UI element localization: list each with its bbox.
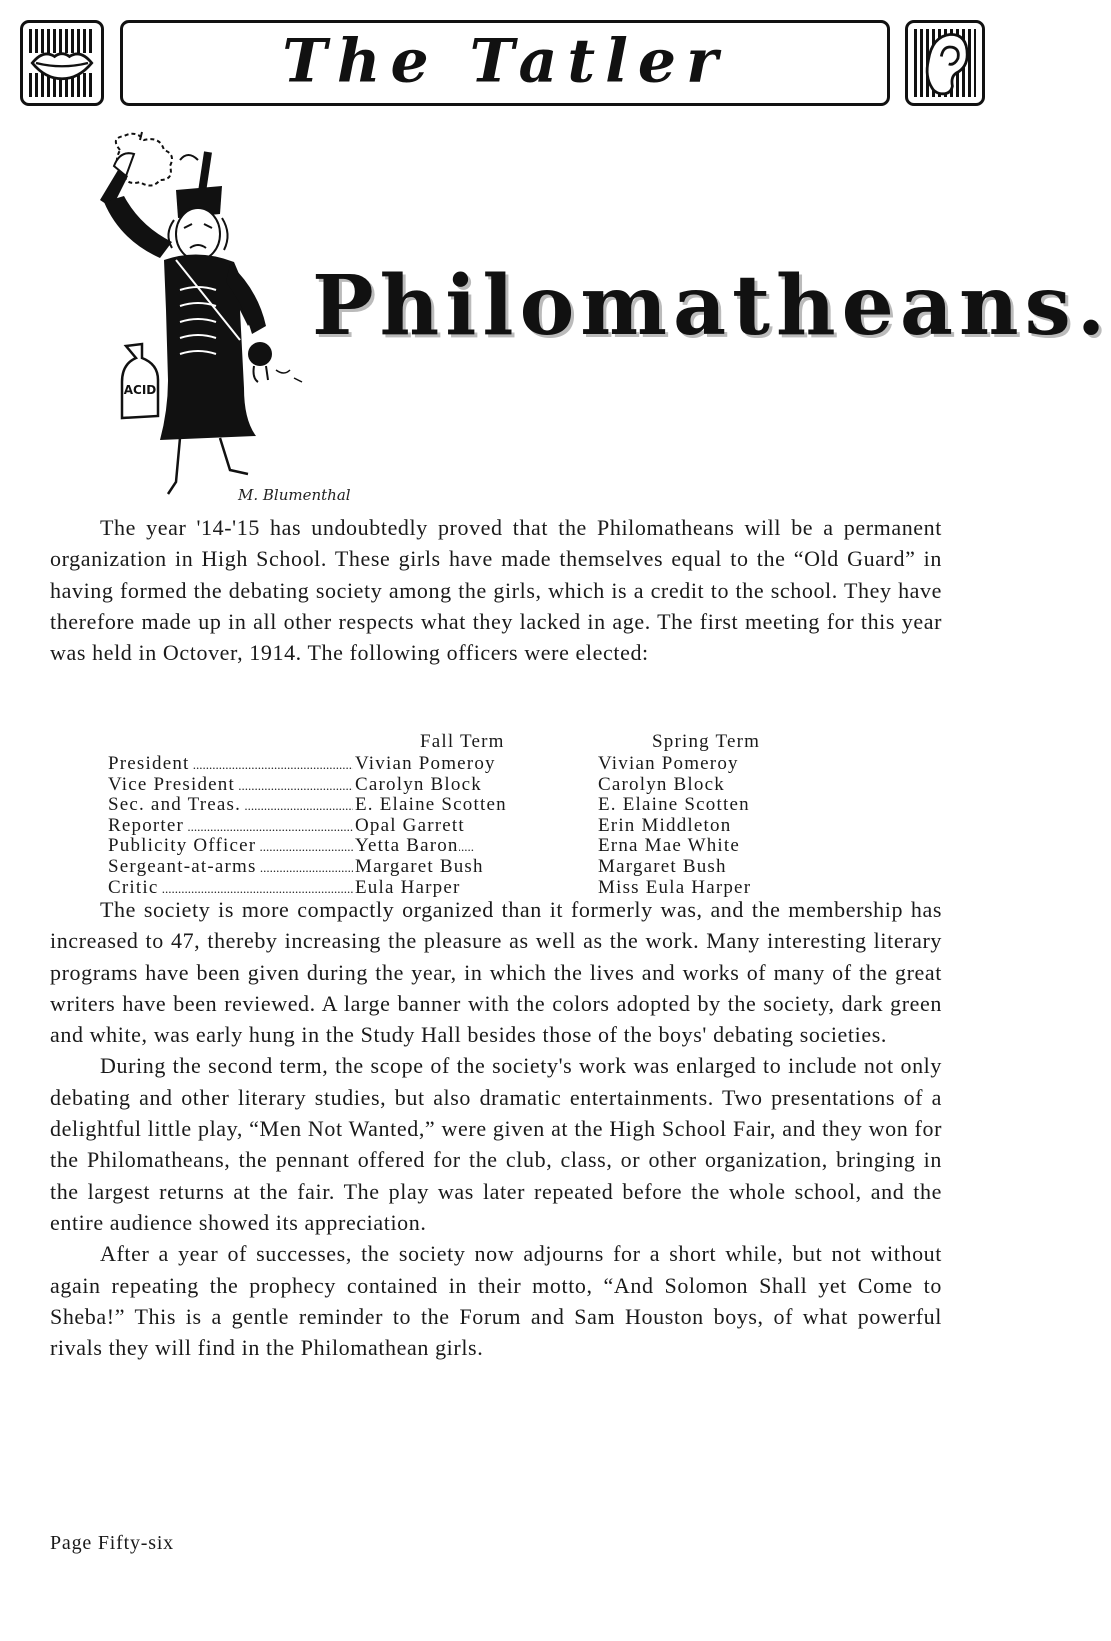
paragraph: During the second term, the scope of the society's work was enlarged to include not only debating and other literary studies, but also dramatic entertainments. Two presentations of a delightful little play, “Men Not Wanted,” were given at the High School Fair, and they won for the Philomatheans, the pennant offered for the club, class, or other organization, bringing in the largest returns at the fair. The play was later repeated before the whole school, and the entire audience showed its appreciation. bbox=[50, 1053, 942, 1235]
section-heading: Philomatheans. bbox=[312, 258, 1111, 354]
masthead-banner bbox=[120, 20, 890, 106]
fall-officer: Eula Harper bbox=[355, 876, 461, 898]
fall-term-header: Fall Term bbox=[420, 731, 505, 752]
fall-officer: E. Elaine Scotten bbox=[355, 794, 507, 816]
masthead-title: The Tatler bbox=[282, 26, 728, 97]
officer-row bbox=[108, 754, 808, 775]
fall-officer: Margaret Bush bbox=[355, 855, 484, 877]
officer-role: Vice President ..... bbox=[108, 775, 353, 797]
spring-officer: Miss Eula Harper bbox=[598, 876, 752, 898]
officer-role: Reporter ..... bbox=[108, 816, 353, 838]
page-number: Page Fifty-six bbox=[50, 1532, 174, 1554]
spring-term-header: Spring Term bbox=[652, 731, 761, 752]
officer-row bbox=[108, 795, 808, 816]
officer-role: President ..... bbox=[108, 754, 353, 776]
spring-officer: Erin Middleton bbox=[598, 814, 732, 836]
lips-emblem bbox=[20, 20, 104, 106]
spring-officer: Erna Mae White bbox=[598, 835, 741, 857]
spring-officer: E. Elaine Scotten bbox=[598, 794, 750, 816]
officers-table bbox=[108, 732, 808, 898]
fall-officer: Opal Garrett bbox=[355, 814, 465, 836]
illustrator-signature: M. Blumenthal bbox=[238, 486, 351, 504]
lips-icon bbox=[23, 23, 101, 103]
spring-officer: Vivian Pomeroy bbox=[598, 753, 739, 774]
officer-row bbox=[108, 775, 808, 796]
spring-officer: Margaret Bush bbox=[598, 855, 727, 877]
officer-role: Sec. and Treas. ..... bbox=[108, 795, 353, 817]
fall-officer: Yetta Baron bbox=[355, 835, 459, 857]
officer-role: Publicity Officer ..... bbox=[108, 836, 353, 858]
officer-role: Critic ..... bbox=[108, 878, 353, 900]
ear-emblem bbox=[905, 20, 985, 106]
officer-row bbox=[108, 836, 808, 857]
fall-officer: Carolyn Block bbox=[355, 773, 482, 795]
bottle-label: ACID bbox=[123, 383, 157, 397]
ear-icon bbox=[908, 23, 982, 103]
paragraph: After a year of successes, the society now adjourns for a short while, but not without again repeating the prophecy contained in their motto, “And Solomon Shall yet Come to Sheba!” This is a gentle reminder to the Forum and Sam Houston boys, of what powerful rivals they will find in the Philomathean girls. bbox=[50, 1241, 942, 1361]
officer-row bbox=[108, 857, 808, 878]
paragraph: The society is more compactly organized than it formerly was, and the membership has increased to 47, thereby increasing the pleasure as well as the work. Many interesting literary programs have been given during the year, in which the lives and works of many of the great writers have been reviewed. A large banner with the colors adopted by the society, dark green and white, was early hung in the Study Hall besides those of the boys' debating societies. bbox=[50, 897, 942, 1048]
paragraph: The year '14-'15 has undoubtedly proved that the Philomatheans will be a permanent organization in High School. These girls have made themselves equal to the “Old Guard” in having formed the debating society among the girls, which is a credit to the school. They have therefore made up in all other respects what they lacked in age. The first meeting for this year was held in Octover, 1914. The following officers were elected: bbox=[50, 515, 942, 666]
officers-table-header bbox=[108, 732, 808, 754]
officer-row bbox=[108, 816, 808, 837]
fall-officer: Vivian Pomeroy bbox=[355, 753, 496, 774]
spring-officer: Carolyn Block bbox=[598, 773, 725, 795]
officer-role: Sergeant-at-arms ..... bbox=[108, 857, 353, 879]
intro-paragraph-block bbox=[50, 512, 942, 668]
body-paragraphs bbox=[50, 894, 942, 1363]
